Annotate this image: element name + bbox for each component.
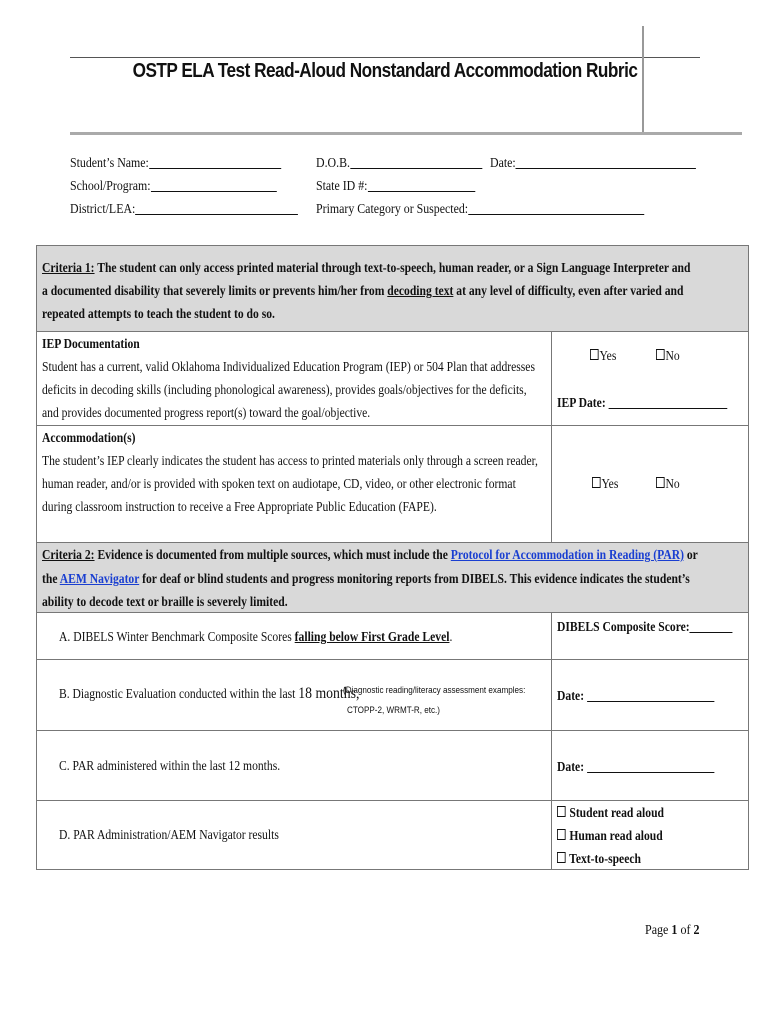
criteria1-text-a: The student can only access printed material through text-to-speech, human reader, or a Sign Language Interpreter and: [94, 260, 691, 275]
aem-navigator-link[interactable]: AEM Navigator: [59, 571, 140, 586]
dob-field[interactable]: [316, 154, 482, 171]
item-c-row: [36, 730, 749, 800]
header-rule: [70, 57, 700, 58]
text-to-speech-label: Text-to-speech: [569, 851, 641, 866]
item-a-underlined: falling below First Grade Level: [294, 629, 450, 644]
iep-yes-option[interactable]: [590, 344, 616, 368]
iep-no-option[interactable]: [656, 344, 680, 368]
student-read-aloud-option[interactable]: [557, 801, 664, 825]
school-label: School/Program:: [70, 178, 151, 193]
accommodations-yes-label: Yes: [601, 476, 619, 491]
checkbox-icon[interactable]: [656, 477, 665, 488]
state-id-label: State ID #:: [316, 178, 368, 193]
criteria1-label: Criteria 1:: [42, 260, 95, 275]
student-read-aloud-label: Student read aloud: [569, 805, 664, 820]
checkbox-icon[interactable]: [590, 349, 599, 360]
student-name-line[interactable]: [149, 154, 281, 169]
district-line[interactable]: [135, 200, 298, 215]
state-id-field[interactable]: [316, 177, 475, 194]
item-d-row: [36, 800, 749, 870]
iep-right-cell: [551, 332, 680, 425]
item-c-date-line[interactable]: [587, 758, 714, 773]
date-field[interactable]: [490, 154, 696, 171]
accommodations-line-2: human reader, and/or is provided with spoken text on audiotape, CD, video, or other electronic format: [42, 476, 516, 491]
item-b-label: B. Diagnostic Evaluation conducted within the last: [59, 686, 299, 701]
human-read-aloud-option[interactable]: [557, 824, 663, 848]
date-label: Date:: [490, 155, 516, 170]
item-a-end: .: [449, 629, 453, 644]
date-line[interactable]: [516, 154, 696, 169]
iep-documentation-row: [36, 331, 749, 425]
checkbox-icon[interactable]: [557, 806, 566, 817]
dob-label: D.O.B.: [316, 155, 351, 170]
item-c-label: C. PAR administered within the last 12 months.: [59, 758, 281, 773]
item-b-row: [36, 659, 749, 730]
checkbox-icon[interactable]: [557, 852, 566, 863]
item-d-label: D. PAR Administration/AEM Navigator results: [59, 827, 279, 842]
iep-line-1: Student has a current, valid Oklahoma Individualized Education Program (IEP) or 504 Plan that addresses: [42, 359, 535, 374]
accommodations-line-3: during classroom instruction to receive a Free Appropriate Public Education (FAPE).: [42, 499, 437, 514]
par-link[interactable]: Protocol for Accommodation in Reading (PAR): [450, 547, 684, 562]
iep-date-line[interactable]: [609, 394, 728, 409]
accommodations-row: [36, 425, 749, 542]
dibels-score-field[interactable]: [557, 615, 733, 639]
iep-heading: IEP Documentation: [42, 336, 140, 351]
criteria1-text-b1: a documented disability that severely limits or prevents him/her from: [42, 283, 388, 298]
criteria2-text-c: ability to decode text or braille is severely limited.: [42, 594, 288, 609]
accommodations-heading: Accommodation(s): [42, 430, 136, 445]
item-b-months: 18 months,: [298, 685, 360, 702]
accommodations-right-cell: [551, 426, 680, 542]
state-id-line[interactable]: [367, 177, 474, 192]
checkbox-icon[interactable]: [656, 349, 665, 360]
item-c-date-label: Date:: [557, 759, 585, 774]
page-current: 1: [671, 923, 678, 938]
item-a-label: A. DIBELS Winter Benchmark Composite Scores: [59, 629, 295, 644]
page-number: [645, 919, 700, 943]
header-bottom-rule: [70, 132, 742, 135]
item-b-date-label: Date:: [557, 688, 585, 703]
item-b-note-2: CTOPP-2, WRMT-R, etc.): [347, 705, 441, 715]
dob-line[interactable]: [350, 154, 482, 169]
accommodations-yes-option[interactable]: [592, 472, 618, 496]
criteria2-header: [36, 542, 749, 612]
item-a-row: [36, 612, 749, 659]
item-b-date-field[interactable]: [557, 684, 714, 708]
criteria1-header: [36, 245, 749, 331]
accommodations-no-label: No: [665, 476, 680, 491]
criteria1-text-b2: at any level of difficulty, even after varied and: [453, 283, 684, 298]
district-field[interactable]: [70, 200, 298, 217]
iep-line-2: deficits in decoding skills (including phonological awareness), provides goals/objectives for the deficits,: [42, 382, 527, 397]
page-total: 2: [693, 923, 700, 938]
primary-category-line[interactable]: [468, 200, 644, 215]
checkbox-icon[interactable]: [557, 829, 566, 840]
dibels-score-line[interactable]: [690, 618, 733, 633]
document-title: OSTP ELA Test Read-Aloud Nonstandard Accommodation Rubric: [132, 60, 638, 82]
criteria2-text-a2: or: [683, 547, 698, 562]
criteria2-text-b2: for deaf or blind students and progress monitoring reports from DIBELS. This evidence indicates the student’s: [139, 571, 690, 586]
criteria2-text-a1: Evidence is documented from multiple sources, which must include the: [94, 547, 451, 562]
checkbox-icon[interactable]: [592, 477, 601, 488]
student-name-field[interactable]: [70, 154, 281, 171]
school-field[interactable]: [70, 177, 276, 194]
of-word: of: [677, 923, 694, 938]
item-b-date-line[interactable]: [587, 687, 714, 702]
item-b-note-1: (Diagnostic reading/literacy assessment examples:: [343, 685, 526, 695]
human-read-aloud-label: Human read aloud: [569, 828, 663, 843]
student-name-label: Student’s Name:: [70, 155, 149, 170]
criteria2-label: Criteria 2:: [42, 547, 95, 562]
text-to-speech-option[interactable]: [557, 847, 641, 871]
page-word: Page: [645, 923, 672, 938]
item-c-date-field[interactable]: [557, 755, 714, 779]
iep-yes-label: Yes: [599, 348, 617, 363]
accommodations-line-1: The student’s IEP clearly indicates the student has access to printed materials only through a screen reader,: [42, 453, 538, 468]
dibels-score-label: DIBELS Composite Score:: [557, 619, 690, 634]
primary-category-label: Primary Category or Suspected:: [316, 201, 469, 216]
iep-line-3: and provides documented progress report(s) toward the goal/objective.: [42, 405, 371, 420]
criteria2-text-b1: the: [42, 571, 60, 586]
iep-date-field[interactable]: [557, 391, 727, 415]
decoding-text: decoding text: [387, 283, 454, 298]
accommodations-no-option[interactable]: [656, 472, 680, 496]
district-label: District/LEA:: [70, 201, 136, 216]
iep-no-label: No: [665, 348, 680, 363]
criteria1-text-c: repeated attempts to teach the student to do so.: [42, 306, 275, 321]
iep-date-label: IEP Date:: [557, 395, 606, 410]
primary-category-field[interactable]: [316, 200, 644, 217]
school-line[interactable]: [151, 177, 277, 192]
